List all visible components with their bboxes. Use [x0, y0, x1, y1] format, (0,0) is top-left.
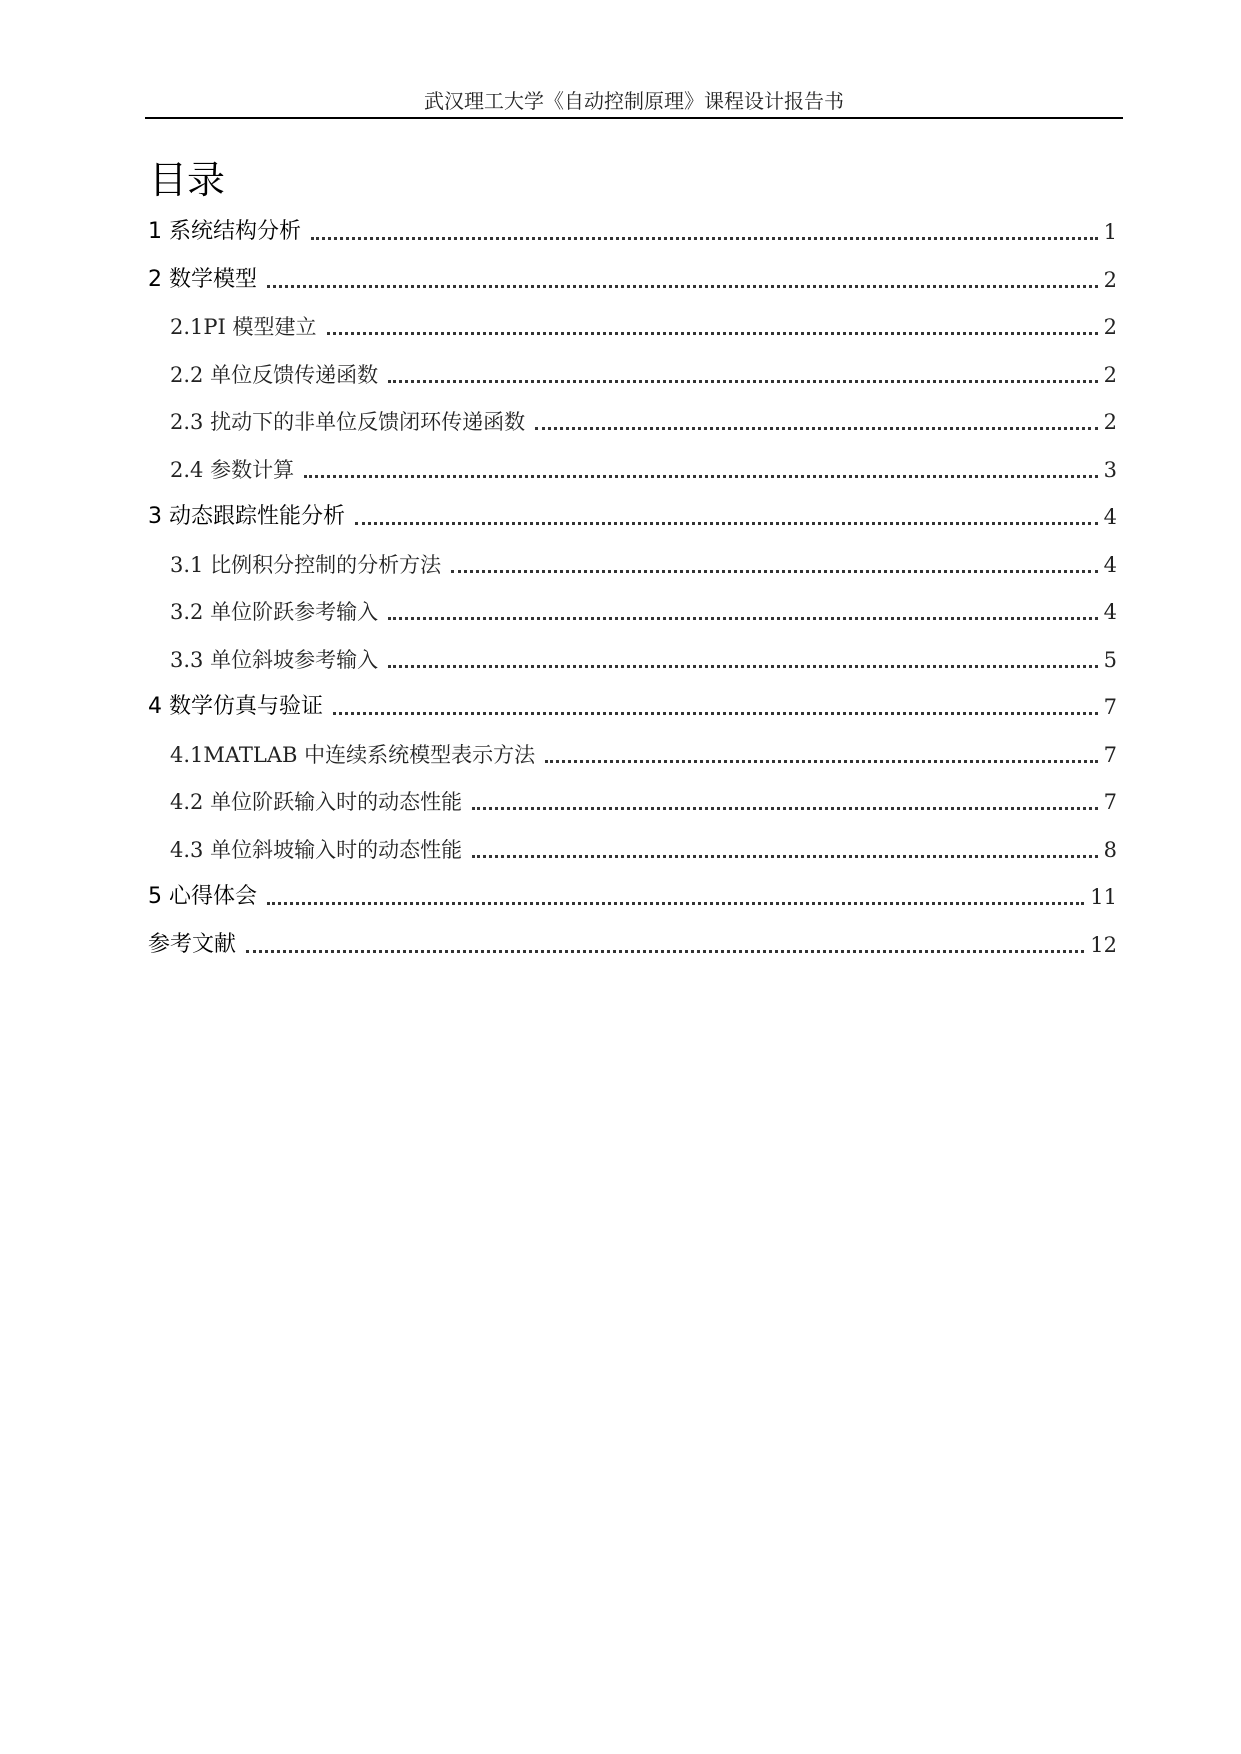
toc-title: 目录 [149, 158, 226, 202]
toc-dot-leader [472, 855, 1098, 858]
toc-entry-text: 4.1MATLAB 中连续系统模型表示方法 [170, 743, 536, 767]
toc-entry-text: 4 数学仿真与验证 [148, 694, 323, 719]
toc-page-number: 4 [1103, 553, 1117, 577]
toc-page-number: 7 [1103, 790, 1117, 814]
toc-entry[interactable] [148, 691, 1117, 721]
toc-entry-text: 3.2 单位阶跃参考输入 [170, 600, 379, 624]
toc-page-number: 2 [1103, 363, 1117, 387]
toc-entry[interactable] [148, 881, 1117, 911]
toc-dot-leader [311, 237, 1098, 240]
toc-entry-text: 2.4 参数计算 [170, 458, 295, 482]
toc-dot-leader [246, 950, 1084, 953]
toc-dot-leader [451, 570, 1098, 573]
toc-page-number: 7 [1103, 743, 1117, 767]
toc-entry[interactable] [170, 549, 1117, 579]
toc-entry-text: 5 心得体会 [148, 884, 257, 909]
toc-entry-text: 2.2 单位反馈传递函数 [170, 363, 379, 387]
toc-page-number: 4 [1103, 505, 1117, 529]
toc-page-number: 3 [1103, 458, 1117, 482]
toc-page-number: 1 [1103, 220, 1117, 244]
toc-entry[interactable] [170, 454, 1117, 484]
toc-page-number: 7 [1103, 695, 1117, 719]
toc-entry-text: 2 数学模型 [148, 267, 257, 292]
toc-page-number: 5 [1103, 648, 1117, 672]
toc-entry[interactable] [170, 786, 1117, 816]
toc-dot-leader [388, 380, 1098, 383]
toc-page-number: 12 [1090, 933, 1117, 957]
toc-entry-text: 3.3 单位斜坡参考输入 [170, 648, 379, 672]
toc-dot-leader [388, 665, 1098, 668]
toc-entry-text: 4.2 单位阶跃输入时的动态性能 [170, 790, 463, 814]
toc-page-number: 2 [1103, 268, 1117, 292]
toc-entry-text: 3.1 比例积分控制的分析方法 [170, 553, 442, 577]
toc-dot-leader [267, 902, 1084, 905]
toc-entry[interactable] [170, 834, 1117, 864]
toc-entry-text: 2.3 扰动下的非单位反馈闭环传递函数 [170, 410, 526, 434]
toc-page-number: 4 [1103, 600, 1117, 624]
toc-entry[interactable] [170, 406, 1117, 436]
toc-entry-text: 2.1PI 模型建立 [170, 315, 317, 339]
toc-entry[interactable] [170, 359, 1117, 389]
toc-entry[interactable] [170, 644, 1117, 674]
toc-entry[interactable] [170, 311, 1117, 341]
toc-entry[interactable] [148, 929, 1117, 959]
toc-dot-leader [545, 760, 1097, 763]
toc-dot-leader [388, 617, 1098, 620]
toc-entry[interactable] [170, 596, 1117, 626]
running-header: 武汉理工大学《自动控制原理》课程设计报告书 [424, 89, 844, 113]
toc-entry[interactable] [148, 501, 1117, 531]
toc-entry-text: 3 动态跟踪性能分析 [148, 504, 345, 529]
toc-dot-leader [327, 332, 1098, 335]
toc-dot-leader [472, 807, 1098, 810]
toc-entry-text: 1 系统结构分析 [148, 219, 301, 244]
toc-page-number: 2 [1103, 410, 1117, 434]
toc-entry[interactable] [148, 216, 1117, 246]
toc-dot-leader [267, 285, 1098, 288]
toc-entry-text: 4.3 单位斜坡输入时的动态性能 [170, 838, 463, 862]
toc-entry-text: 参考文献 [148, 932, 237, 957]
toc-page-number: 11 [1090, 885, 1117, 909]
toc-dot-leader [355, 522, 1098, 525]
toc-page-number: 2 [1103, 315, 1117, 339]
toc-dot-leader [535, 427, 1098, 430]
toc-entry[interactable] [148, 264, 1117, 294]
toc-dot-leader [333, 712, 1098, 715]
toc-dot-leader [304, 475, 1098, 478]
toc-entry[interactable] [170, 739, 1117, 769]
toc-page-number: 8 [1103, 838, 1117, 862]
